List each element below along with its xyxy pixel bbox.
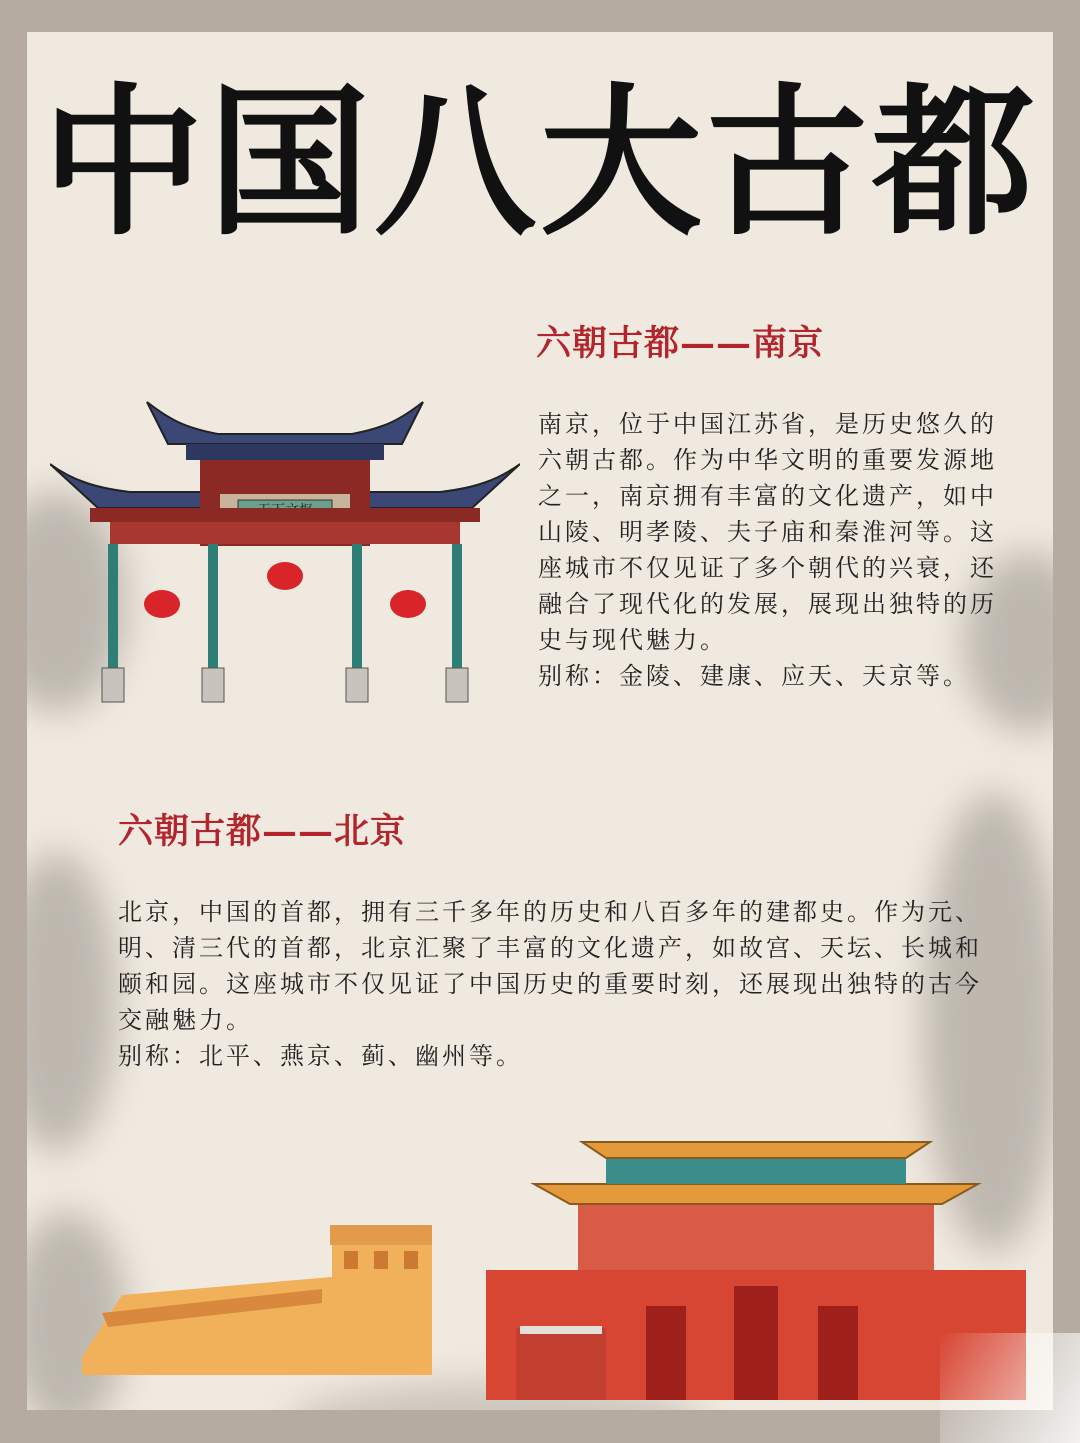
page-title: 中国八大古都 bbox=[42, 68, 1038, 258]
nanjing-description-block bbox=[538, 406, 1012, 694]
beijing-description: 北京，中国的首都，拥有三千多年的历史和八百多年的建都史。作为元、明、清三代的首都，北京汇聚了丰富的文化遗产，如故宫、天坛、长城和颐和园。这座城市不仅见证了中国历史的重要时刻，还展现出独特的古今交融魅力。 bbox=[118, 898, 982, 1034]
nanjing-description: 南京，位于中国江苏省，是历史悠久的六朝古都。作为中华文明的重要发源地之一，南京拥有丰富的文化遗产，如中山陵、明孝陵、夫子庙和秦淮河等。这座城市不仅见证了多个朝代的兴衰，还融合了现代化的发展，展现出独特的历史与现代魅力。 bbox=[538, 410, 997, 654]
nanjing-heading: 六朝古都——南京 bbox=[536, 323, 825, 364]
beijing-alias: 别称：北平、燕京、蓟、幽州等。 bbox=[118, 1042, 523, 1070]
beijing-heading: 六朝古都——北京 bbox=[118, 811, 407, 852]
nanjing-alias: 别称：金陵、建康、应天、天京等。 bbox=[538, 662, 970, 690]
great-wall-illustration bbox=[82, 1225, 442, 1380]
beijing-description-block bbox=[118, 894, 988, 1074]
nanjing-memorial-gate-illustration bbox=[50, 394, 520, 706]
corner-overlay bbox=[940, 1333, 1080, 1443]
